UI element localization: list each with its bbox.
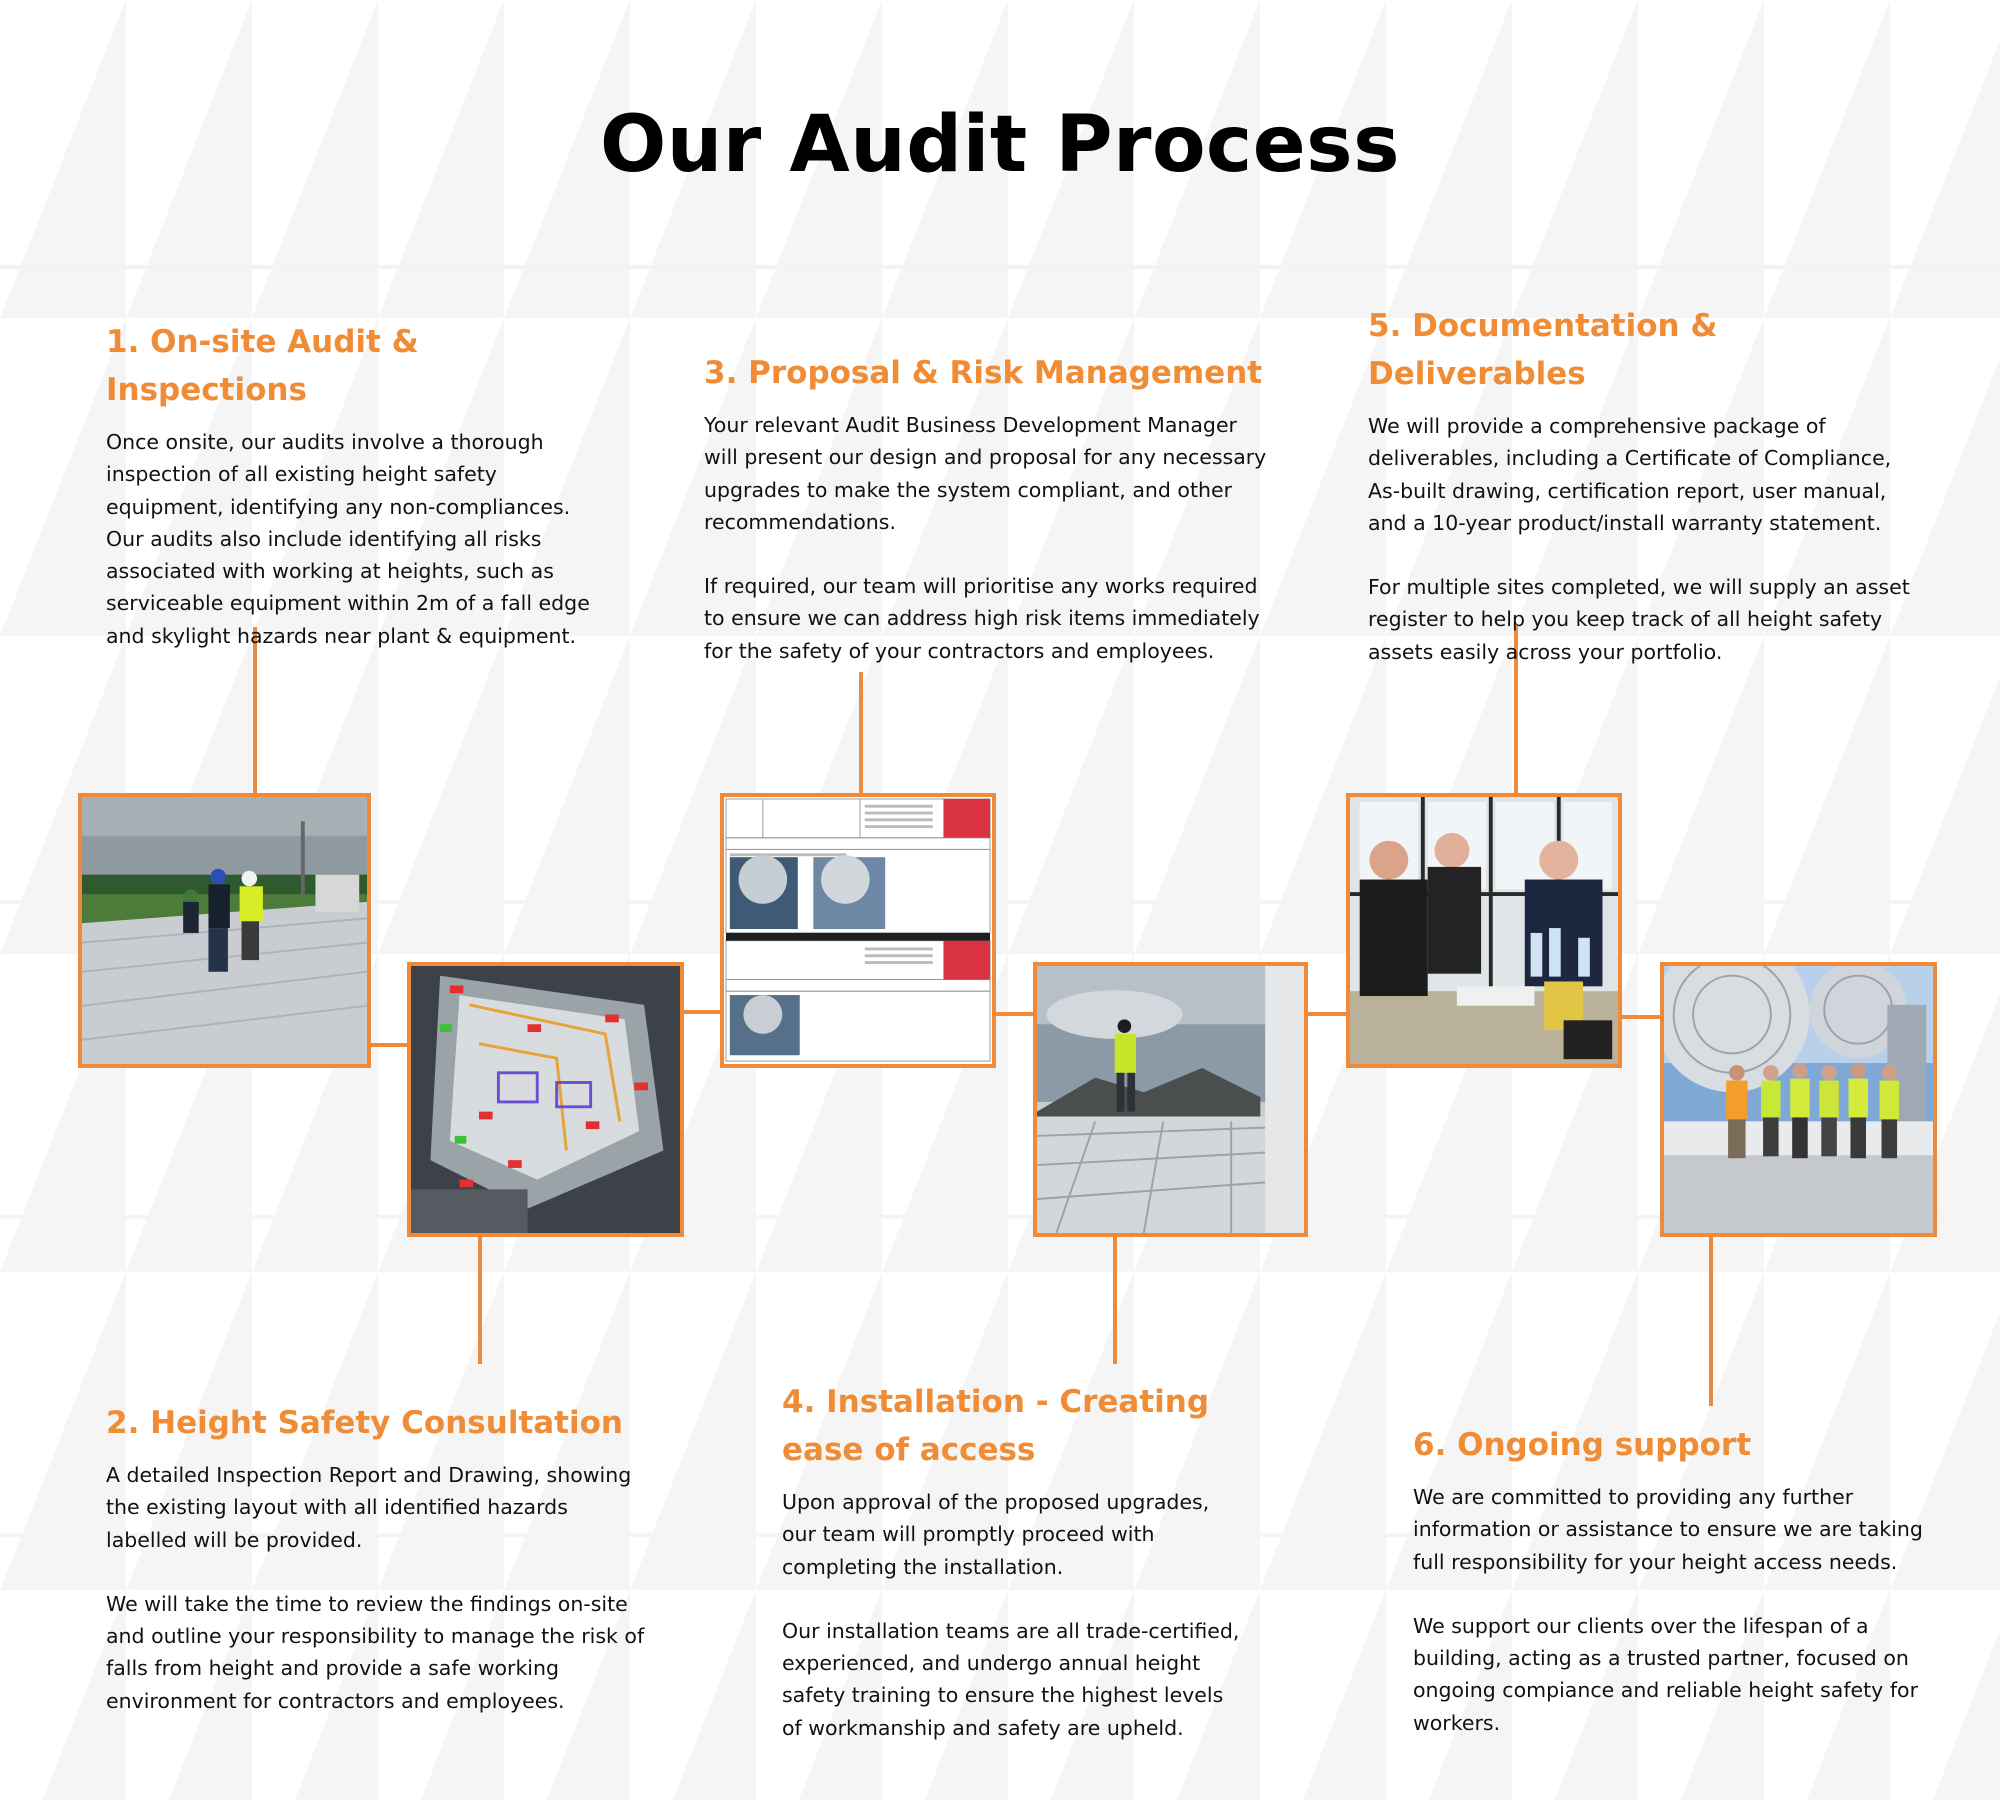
step-6-paragraph-2: We support our clients over the lifespan of a building, acting as a trusted partner, focused on ongoing compiance and reliable height safety for workers. [1413, 1613, 1919, 1735]
step-3 [704, 349, 1269, 667]
step-5-heading: 5. Documentation & Deliverables [1368, 308, 1718, 392]
step-5-paragraph-2: For multiple sites completed, we will supply an asset register to help you keep track of all height safety assets easily across your portfolio. [1368, 575, 1910, 664]
step-6-heading: 6. Ongoing support [1413, 1427, 1752, 1463]
step-1-heading: 1. On-site Audit & Inspections [106, 324, 419, 408]
step-2-heading: 2. Height Safety Consultation [106, 1405, 623, 1441]
step-6 [1413, 1421, 1933, 1739]
step-3-heading: 3. Proposal & Risk Management [704, 355, 1263, 391]
connector-h-3 [990, 1012, 1038, 1016]
step-4-paragraph-1: Upon approval of the proposed upgrades, our team will promptly proceed with completing the installation. [782, 1490, 1210, 1579]
connector-step-2 [478, 1234, 482, 1364]
page-title: Our Audit Process [599, 100, 1401, 190]
step-2-paragraph-2: We will take the time to review the findings on-site and outline your responsibility to manage the risk of falls from height and provide a safe working environment for contractors and employees. [106, 1591, 645, 1713]
step-3-paragraph-1: Your relevant Audit Business Development Manager will present our design and proposal for any necessary upgrades to make the system compliant, and other recommendations. [704, 413, 1267, 534]
team-photo [1660, 962, 1937, 1237]
step-4 [782, 1378, 1242, 1744]
step-2-paragraph-1: A detailed Inspection Report and Drawing, showing the existing layout with all identified hazards labelled will be provided. [106, 1463, 632, 1552]
step-4-heading: 4. Installation - Creating ease of access [782, 1384, 1210, 1468]
step-2 [106, 1399, 646, 1717]
step-4-paragraph-2: Our installation teams are all trade-certified, experienced, and undergo annual height safety training to ensure the highest levels of workmanship and safety are upheld. [782, 1618, 1240, 1740]
installation-walkway-photo [1033, 962, 1308, 1237]
rooftop-inspection-photo [78, 793, 371, 1068]
meeting-photo [1346, 793, 1622, 1068]
inspection-report-photo [720, 793, 996, 1068]
site-plan-drawing-photo [407, 962, 684, 1237]
connector-h-5 [1618, 1015, 1666, 1019]
step-5-paragraph-1: We will provide a comprehensive package of deliverables, including a Certificate of Compliance, As-built drawing, certification report, user manual, and a 10-year product/install warranty statement. [1368, 414, 1892, 535]
connector-step-6 [1709, 1234, 1713, 1406]
step-1-paragraph: Once onsite, our audits involve a thorough inspection of all existing height safety equipment, identifying any non-compliances. Our audits also include identifying all risks associated with working at heights, such as serviceable equipment within 2m of a fall edge and skylight hazards near plant & equipment. [106, 430, 590, 648]
connector-h-4 [1304, 1012, 1352, 1016]
connector-step-4 [1113, 1234, 1117, 1364]
step-1 [106, 318, 606, 652]
step-6-paragraph-1: We are committed to providing any further information or assistance to ensure we are taking full responsibility for your height access needs. [1413, 1485, 1923, 1574]
step-5 [1368, 302, 1913, 668]
connector-step-3 [859, 672, 863, 794]
step-3-paragraph-2: If required, our team will prioritise any works required to ensure we can address high risk items immediately for the safety of your contractors and employees. [704, 574, 1260, 663]
